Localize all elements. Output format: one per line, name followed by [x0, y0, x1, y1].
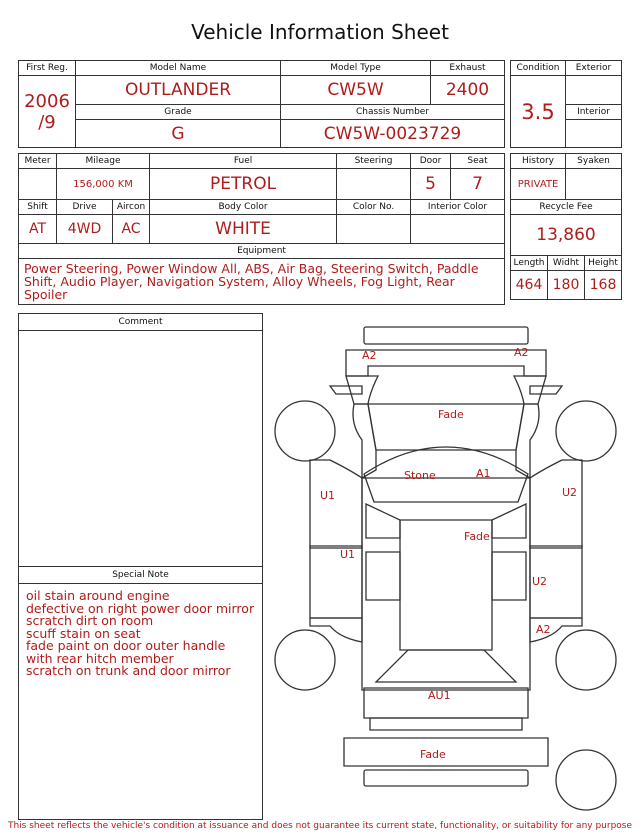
rear-bumper — [344, 738, 548, 766]
interior-value — [566, 120, 622, 148]
fuel-label: Fuel — [150, 154, 337, 169]
car-damage-diagram — [270, 320, 622, 818]
door-label: Door — [411, 154, 451, 169]
left-front-wheel — [275, 401, 335, 461]
condition-label: Condition — [511, 61, 566, 76]
model-name-value: OUTLANDER — [76, 76, 281, 105]
note-item: oil stain around engine — [26, 588, 170, 603]
comment-box — [18, 313, 263, 567]
mark-roof: Fade — [464, 530, 490, 543]
history-table — [510, 153, 622, 300]
door-value: 5 — [411, 169, 451, 200]
model-type-label: Model Type — [281, 61, 431, 76]
left-front-door — [310, 460, 362, 548]
syaken-value — [566, 169, 622, 200]
specs-table — [18, 153, 505, 305]
cabin — [362, 478, 530, 690]
mark-right-rear-door: U2 — [532, 575, 548, 588]
front-grille — [364, 327, 528, 344]
length-label: Length — [511, 256, 548, 271]
mark-right-quarter: A2 — [536, 623, 551, 636]
note-item: defective on right power door mirror — [26, 600, 255, 616]
mark-left-rear-door: U1 — [340, 548, 356, 561]
steering-value — [337, 169, 411, 200]
tailgate-lower — [370, 718, 522, 730]
right-front-fender — [516, 404, 539, 478]
color-no-value — [337, 215, 411, 244]
width-label: Widht — [548, 256, 585, 271]
recycle-fee-value: 13,860 — [511, 215, 622, 256]
interior-color-value — [411, 215, 505, 244]
note-item: with rear hitch member — [26, 650, 174, 666]
mark-right-front-door: U2 — [562, 486, 578, 499]
special-note-list — [19, 584, 262, 678]
right-front-door — [530, 460, 582, 548]
model-name-label: Model Name — [76, 61, 281, 76]
mileage-label: Mileage — [57, 154, 150, 169]
aircon-value: AC — [113, 215, 150, 244]
drive-value: 4WD — [57, 215, 113, 244]
special-note-box — [18, 566, 263, 820]
note-item: scratch on trunk and door mirror — [26, 663, 231, 678]
vehicle-info-table — [18, 60, 505, 148]
left-front-fender — [353, 404, 376, 478]
height-label: Height — [585, 256, 622, 271]
seat-value: 7 — [451, 169, 505, 200]
mark-front-bumper-left: A2 — [362, 349, 377, 362]
mark-windshield-a1: A1 — [476, 467, 491, 480]
mark-rear-glass: AU1 — [428, 689, 451, 702]
height-value: 168 — [585, 271, 622, 300]
exhaust-value: 2400 — [431, 76, 505, 105]
length-value: 464 — [511, 271, 548, 300]
seat-label: Seat — [451, 154, 505, 169]
windshield — [364, 447, 528, 502]
drive-label: Drive — [57, 200, 113, 215]
first-reg-label: First Reg. — [19, 61, 76, 76]
mileage-value: 156,000 KM — [57, 169, 150, 200]
fuel-value: PETROL — [150, 169, 337, 200]
interior-color-label: Interior Color — [411, 200, 505, 215]
exterior-value — [566, 76, 622, 105]
right-mirror — [530, 386, 562, 394]
history-label: History — [511, 154, 566, 169]
steering-label: Steering — [337, 154, 411, 169]
exhaust-label: Exhaust — [431, 61, 505, 76]
meter-value — [19, 169, 57, 200]
meter-label: Meter — [19, 154, 57, 169]
spare-wheel — [556, 750, 616, 810]
interior-label: Interior — [566, 105, 622, 120]
chassis-value: CW5W-0023729 — [281, 120, 505, 148]
right-rear-wheel — [556, 630, 616, 690]
note-item: fade paint on door outer handle — [26, 638, 226, 653]
body-color-label: Body Color — [150, 200, 337, 215]
sheet-title: Vehicle Information Sheet — [191, 20, 449, 44]
model-type-value: CW5W — [281, 76, 431, 105]
right-front-window — [492, 504, 526, 538]
equipment-label: Equipment — [19, 244, 505, 259]
mark-front-bumper-right: A2 — [514, 346, 529, 359]
history-value: PRIVATE — [511, 169, 566, 200]
left-rear-wheel — [275, 630, 335, 690]
left-quarter — [310, 618, 362, 642]
rear-step — [364, 770, 528, 786]
right-front-wheel — [556, 401, 616, 461]
rear-glass — [376, 650, 516, 682]
chassis-label: Chassis Number — [281, 105, 505, 120]
width-value: 180 — [548, 271, 585, 300]
mark-windshield-stone: Stone — [404, 469, 436, 482]
condition-value: 3.5 — [511, 76, 566, 148]
comment-label: Comment — [19, 314, 262, 331]
note-item: scratch dirt on room — [26, 613, 154, 628]
shift-value: AT — [19, 215, 57, 244]
note-item: scuff stain on seat — [26, 625, 141, 641]
disclaimer-footer: This sheet reflects the vehicle's condition at issuance and does not guarantee its current state, functionality, or suitability for any purpose — [7, 821, 633, 831]
condition-table — [510, 60, 622, 148]
recycle-fee-label: Recycle Fee — [511, 200, 622, 215]
right-rear-window — [492, 552, 526, 600]
left-rear-window — [366, 552, 400, 600]
mark-left-front-door: U1 — [320, 489, 336, 502]
exterior-label: Exterior — [566, 61, 622, 76]
body-color-value: WHITE — [150, 215, 337, 244]
syaken-label: Syaken — [566, 154, 622, 169]
first-reg-value: 2006 /9 — [19, 76, 76, 148]
left-front-window — [366, 504, 400, 538]
shift-label: Shift — [19, 200, 57, 215]
equipment-value: Power Steering, Power Window All, ABS, Air Bag, Steering Switch, Paddle Shift, Audio Player, Navigation System, Alloy Wheels, Fog Light, Rear Spoiler — [19, 259, 505, 305]
left-mirror — [330, 386, 362, 394]
grade-label: Grade — [76, 105, 281, 120]
mark-rear-bumper: Fade — [420, 748, 446, 761]
color-no-label: Color No. — [337, 200, 411, 215]
aircon-label: Aircon — [113, 200, 150, 215]
special-note-label: Special Note — [19, 567, 262, 584]
grade-value: G — [76, 120, 281, 148]
mark-hood: Fade — [438, 408, 464, 421]
